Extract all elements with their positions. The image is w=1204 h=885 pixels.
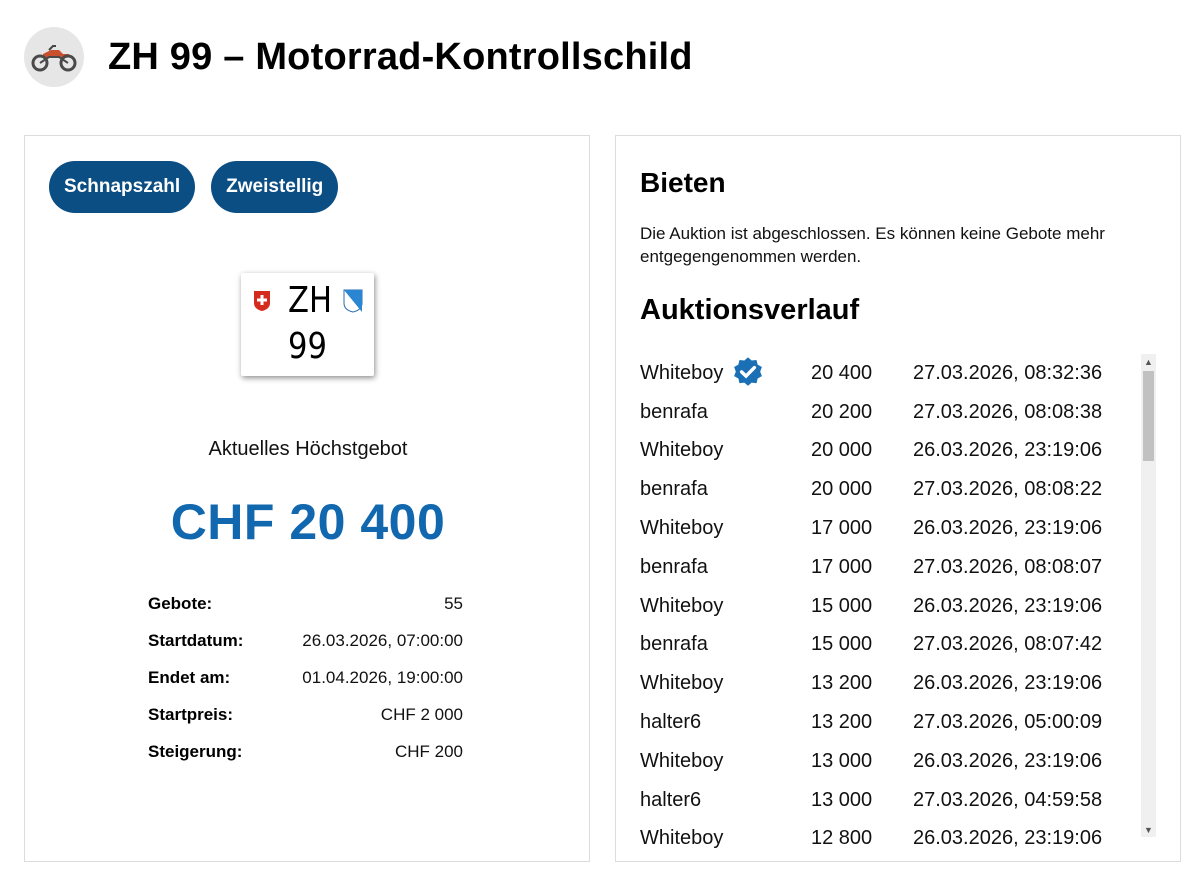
fact-row-start-date (148, 622, 463, 659)
history-amount: 12 800 (811, 827, 873, 850)
history-row (640, 432, 1140, 471)
auction-facts (148, 585, 463, 770)
history-timestamp: 27.03.2026, 08:07:42 (913, 633, 1103, 656)
scroll-down-arrow-icon[interactable]: ▼ (1144, 824, 1153, 835)
history-username[interactable]: Whiteboy (640, 594, 724, 617)
history-username[interactable]: halter6 (640, 711, 702, 734)
fact-value: CHF 200 (394, 741, 463, 761)
history-username[interactable]: Whiteboy (640, 749, 724, 772)
history-user[interactable] (640, 827, 811, 850)
history-timestamp: 27.03.2026, 08:08:22 (913, 478, 1103, 501)
fact-value: CHF 2 000 (380, 704, 463, 724)
history-row (640, 820, 1140, 859)
plate-details-panel (24, 135, 590, 862)
history-row (640, 354, 1140, 393)
history-amount: 17 000 (811, 555, 873, 578)
verified-badge-icon (731, 356, 765, 390)
history-user[interactable] (640, 672, 811, 695)
history-row (640, 664, 1140, 703)
history-username[interactable]: benrafa (640, 633, 708, 656)
history-row (640, 626, 1140, 665)
history-amount: 13 200 (811, 711, 873, 734)
zurich-coat-of-arms-icon (343, 289, 363, 313)
history-user[interactable] (640, 711, 811, 734)
history-user[interactable] (640, 789, 811, 812)
fact-value: 26.03.2026, 07:00:00 (302, 630, 463, 650)
fact-label: Startdatum: (148, 630, 244, 650)
history-user[interactable] (640, 595, 811, 618)
history-user[interactable] (640, 750, 811, 773)
tag-zweistellig[interactable]: Zweistellig (211, 161, 338, 213)
history-row (640, 781, 1140, 820)
motorcycle-icon (24, 27, 84, 87)
history-user[interactable] (640, 439, 811, 462)
history-user[interactable] (640, 517, 811, 540)
fact-row-bids (148, 585, 463, 622)
auction-history-heading: Auktionsverlauf (640, 294, 860, 326)
current-bid-amount: CHF 20 400 (170, 494, 446, 550)
history-timestamp: 27.03.2026, 08:08:07 (913, 555, 1103, 578)
tag-schnapszahl[interactable]: Schnapszahl (49, 161, 195, 213)
history-row (640, 393, 1140, 432)
tag-list (49, 161, 338, 213)
auction-history-list[interactable] (640, 354, 1140, 850)
history-username[interactable]: benrafa (640, 400, 708, 423)
history-username[interactable]: Whiteboy (640, 827, 724, 850)
history-row (640, 548, 1140, 587)
fact-row-end-date (148, 659, 463, 696)
history-row (640, 703, 1140, 742)
history-username[interactable]: Whiteboy (640, 672, 724, 695)
history-row (640, 470, 1140, 509)
current-bid-label: Aktuelles Höchstgebot (208, 438, 408, 460)
scroll-up-arrow-icon[interactable]: ▲ (1144, 356, 1153, 367)
history-timestamp: 26.03.2026, 23:19:06 (913, 827, 1103, 850)
plate-canton: ZH (288, 280, 332, 321)
history-user[interactable] (640, 633, 811, 656)
history-amount: 15 000 (811, 633, 873, 656)
fact-label: Endet am: (148, 667, 231, 687)
swiss-flag-icon (253, 290, 271, 312)
history-username[interactable]: Whiteboy (640, 361, 724, 384)
fact-label: Gebote: (148, 593, 213, 613)
history-timestamp: 27.03.2026, 04:59:58 (913, 788, 1103, 811)
fact-value: 01.04.2026, 19:00:00 (302, 667, 463, 687)
fact-label: Steigerung: (148, 741, 243, 761)
history-timestamp: 26.03.2026, 23:19:06 (913, 517, 1103, 540)
history-amount: 13 000 (811, 788, 873, 811)
history-timestamp: 26.03.2026, 23:19:06 (913, 594, 1103, 617)
history-username[interactable]: benrafa (640, 478, 708, 501)
bidding-heading: Bieten (640, 167, 726, 198)
history-amount: 13 000 (811, 749, 873, 772)
history-amount: 20 400 (811, 361, 873, 384)
scrollbar-thumb[interactable] (1143, 371, 1154, 461)
history-timestamp: 26.03.2026, 23:19:06 (913, 749, 1103, 772)
history-username[interactable]: halter6 (640, 788, 702, 811)
history-user[interactable] (640, 401, 811, 424)
history-timestamp: 27.03.2026, 08:08:38 (913, 400, 1103, 423)
history-amount: 15 000 (811, 594, 873, 617)
history-username[interactable]: benrafa (640, 555, 708, 578)
bidding-panel (615, 135, 1181, 862)
history-amount: 17 000 (811, 517, 873, 540)
page-header (24, 27, 693, 87)
history-timestamp: 27.03.2026, 08:32:36 (913, 361, 1103, 384)
fact-row-start-price (148, 696, 463, 733)
page-title: ZH 99 – Motorrad-Kontrollschild (108, 35, 693, 78)
history-user[interactable] (640, 356, 811, 390)
history-scrollbar[interactable] (1141, 354, 1156, 837)
license-plate-image (241, 273, 374, 376)
history-user[interactable] (640, 556, 811, 579)
fact-row-increment (148, 733, 463, 770)
history-row (640, 742, 1140, 781)
history-user[interactable] (640, 478, 811, 501)
history-username[interactable]: Whiteboy (640, 439, 724, 462)
fact-value: 55 (444, 593, 463, 613)
fact-label: Startpreis: (148, 704, 234, 724)
history-timestamp: 27.03.2026, 05:00:09 (913, 711, 1103, 734)
history-amount: 13 200 (811, 672, 873, 695)
history-amount: 20 200 (811, 400, 873, 423)
history-amount: 20 000 (811, 439, 873, 462)
plate-number: 99 (288, 326, 327, 367)
history-timestamp: 26.03.2026, 23:19:06 (913, 672, 1103, 695)
history-timestamp: 26.03.2026, 23:19:06 (913, 439, 1103, 462)
history-username[interactable]: Whiteboy (640, 517, 724, 540)
history-amount: 20 000 (811, 478, 873, 501)
history-row (640, 587, 1140, 626)
history-row (640, 509, 1140, 548)
auction-closed-notice: Die Auktion ist abgeschlossen. Es können keine Gebote mehr entgegengenommen werden. (640, 224, 1105, 266)
